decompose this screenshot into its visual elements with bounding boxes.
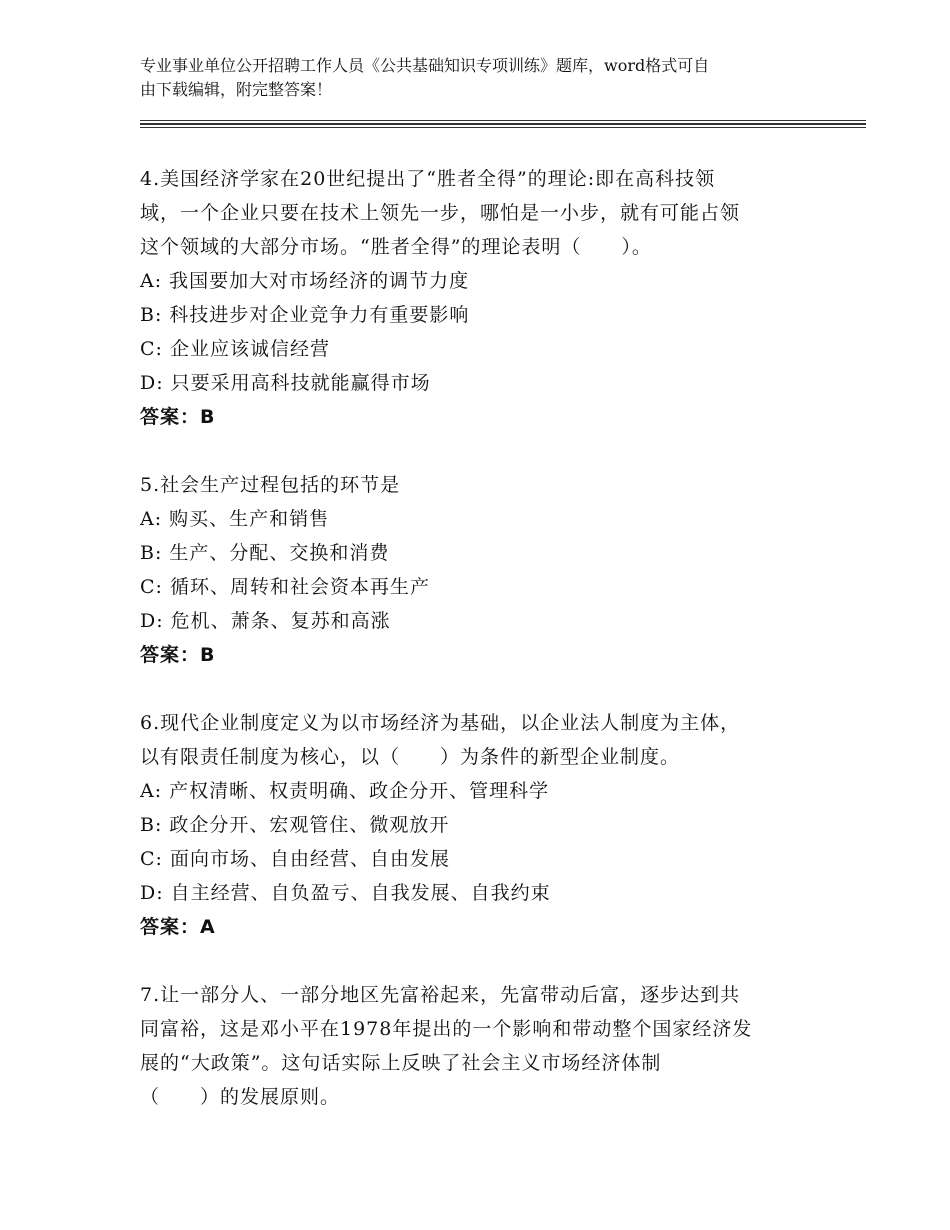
question-stem-line: （ ）的发展原则。 [140, 1086, 341, 1108]
question-stem-line: 4.美国经济学家在20世纪提出了“胜者全得”的理论:即在高科技领 [140, 168, 716, 190]
option-c: C: 企业应该诚信经营 [140, 338, 330, 360]
option-c: C: 循环、周转和社会资本再生产 [140, 576, 430, 598]
option-c: C: 面向市场、自由经营、自由发展 [140, 848, 450, 870]
question-stem-line: 6.现代企业制度定义为以市场经济为基础，以企业法人制度为主体， [140, 712, 741, 734]
question-list [140, 162, 840, 1148]
header-divider-top [140, 120, 866, 121]
header-divider-middle [140, 123, 866, 125]
question-stem-line: 7.让一部分人、一部分地区先富裕起来，先富带动后富，逐步达到共 [140, 984, 741, 1006]
option-a: A: 我国要加大对市场经济的调节力度 [140, 270, 470, 292]
option-b: B: 政企分开、宏观管住、微观放开 [140, 814, 450, 836]
header-line-1: 专业事业单位公开招聘工作人员《公共基础知识专项训练》题库，word格式可自 [140, 56, 710, 75]
answer: 答案：B [140, 406, 216, 428]
document-header [140, 54, 820, 102]
question-stem-line: 展的“大政策”。这句话实际上反映了社会主义市场经济体制 [140, 1052, 662, 1074]
question-stem-line: 这个领域的大部分市场。“胜者全得”的理论表明（ ）。 [140, 236, 652, 258]
question-stem-line: 以有限责任制度为核心，以（ ）为条件的新型企业制度。 [140, 746, 681, 768]
header-divider-bottom [140, 127, 866, 128]
question-stem-line: 域，一个企业只要在技术上领先一步，哪怕是一小步，就有可能占领 [140, 202, 741, 224]
answer: 答案：B [140, 644, 216, 666]
question-7 [140, 978, 840, 1114]
question-stem-line: 同富裕，这是邓小平在1978年提出的一个影响和带动整个国家经济发 [140, 1018, 753, 1040]
question-5 [140, 468, 840, 672]
option-d: D: 危机、萧条、复苏和高涨 [140, 610, 391, 632]
question-stem-line: 5.社会生产过程包括的环节是 [140, 474, 401, 496]
option-b: B: 科技进步对企业竞争力有重要影响 [140, 304, 470, 326]
option-a: A: 购买、生产和销售 [140, 508, 330, 530]
header-line-2: 由下载编辑，附完整答案！ [140, 80, 333, 99]
answer: 答案：A [140, 916, 216, 938]
question-6 [140, 706, 840, 944]
question-4 [140, 162, 840, 434]
option-b: B: 生产、分配、交换和消费 [140, 542, 390, 564]
option-a: A: 产权清晰、权责明确、政企分开、管理科学 [140, 780, 550, 802]
option-d: D: 只要采用高科技就能赢得市场 [140, 372, 431, 394]
option-d: D: 自主经营、自负盈亏、自我发展、自我约束 [140, 882, 551, 904]
